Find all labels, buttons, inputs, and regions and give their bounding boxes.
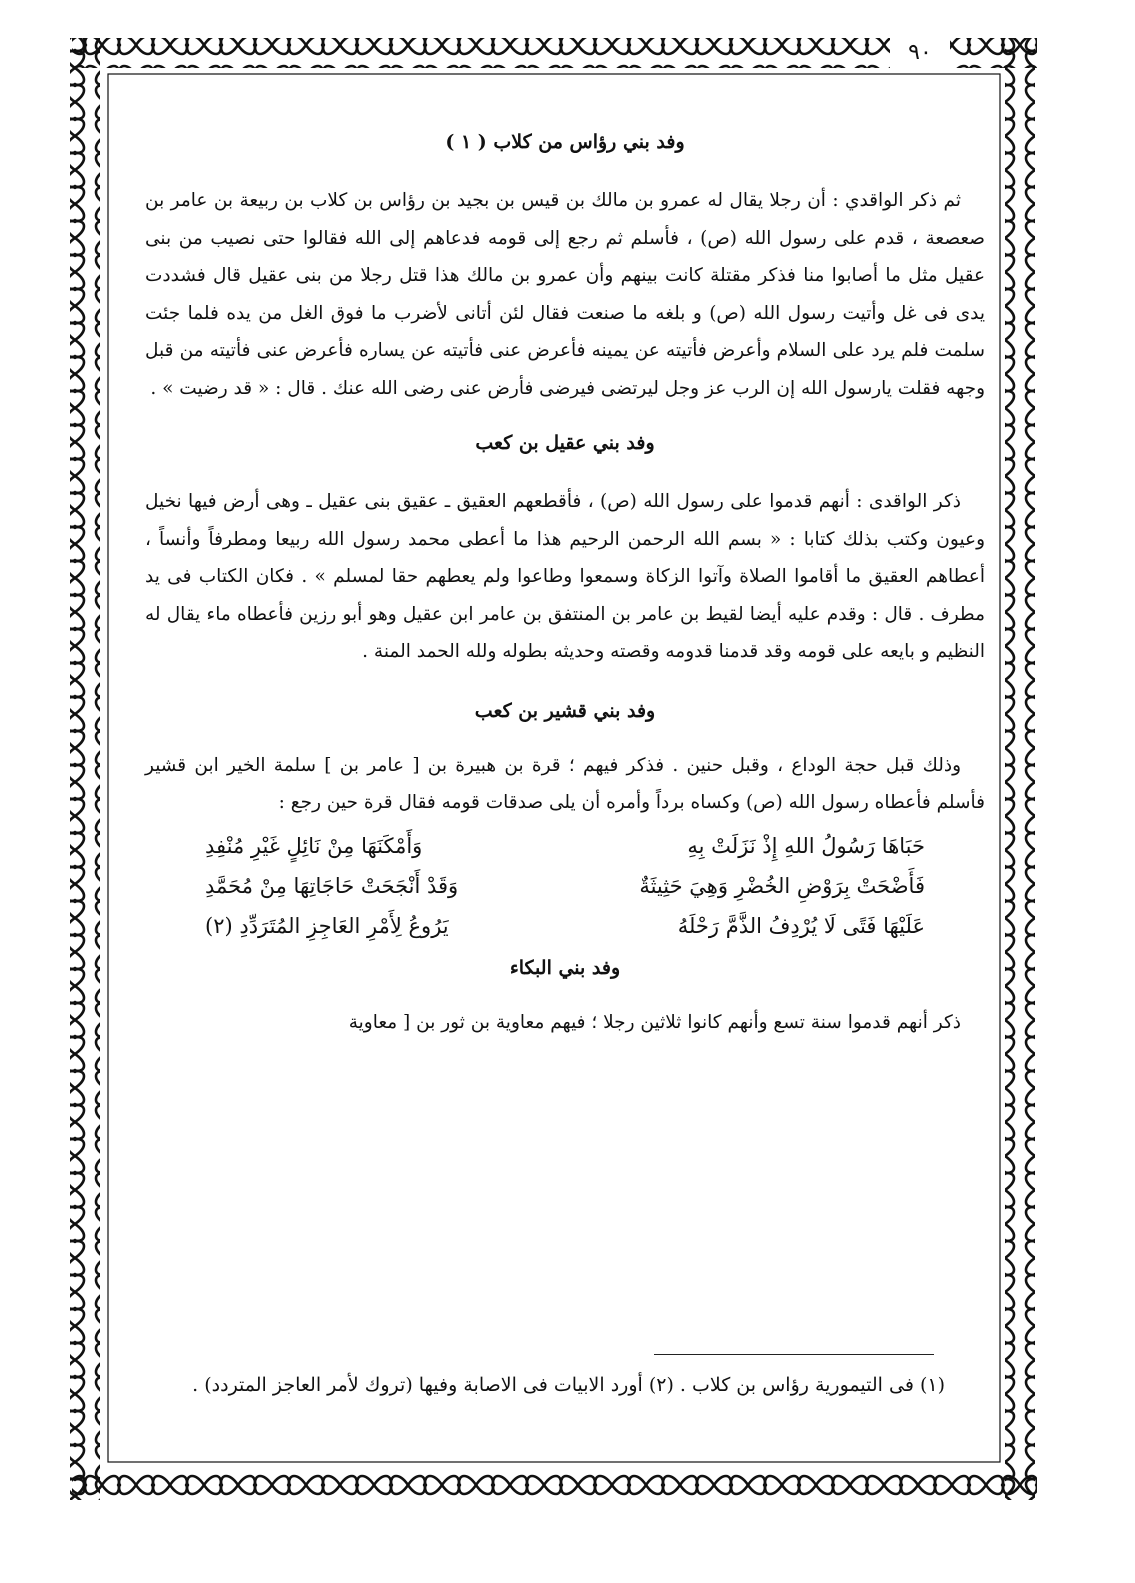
section-paragraph: ثم ذكر الواقدي : أن رجلا يقال له عمرو بن مالك بن قيس بن بجيد بن رؤاس بن كلاب بن ربيعة بن عامر بن صعصعة ، قدم على رسول الله (ص) ، فأسلم ثم رجع إلى قومه فدعاهم إلى الله فقالوا حتى نصيب من بنى عقيل مثل ما أصابوا منا فذكر مقتلة كانت بينهم وأن عمرو بن مالك هذا قتل رجلا من بنى عقيل قال فشددت يدى فى غل وأتيت رسول الله (ص) و بلغه ما صنعت فقال لئن أتانى لأضرب ما فوق الغل من يده فلما جئت سلمت فلم يرد على السلام وأعرض فأتيته عن يمينه فأعرض عنى فأتيته عن يساره فأعرض عنى فأتيته من قبل وجهه فقلت يارسول الله إن الرب عز وجل ليرتضى فيرضى فأرض عنى رضى الله عنك . قال : « قد رضيت » . bbox=[145, 190, 985, 399]
section-paragraph: ذكر الواقدى : أنهم قدموا على رسول الله (ص) ، فأقطعهم العقيق ـ عقيق بنى عقيل ـ وهى أرض فيها نخيل وعيون وكتب بذلك كتابا : « بسم الله الرحمن الرحيم هذا ما أعطى محمد رسول الله ربيعا ومطرفاً وأنساً ، أعطاهم العقيق ما أقاموا الصلاة وآتوا الزكاة وسمعوا وطاعوا ولم يعطهم حقا لمسلم » . فكان الكتاب فى يد مطرف . قال : وقدم عليه أيضا لقيط بن عامر بن المنتفق بن عامر ابن عقيل وهو أبو رزين فأعطاه ماء يقال له النظيم و بايعه على قومه وقد قدمنا قدومه وقصته وحديثه بطوله ولله الحمد المنة . bbox=[145, 491, 985, 662]
verse-second-hemistich: وَأَمْكَنَهَا مِنْ نَائِلٍ غَيْرِ مُنْفِدِ bbox=[205, 833, 423, 858]
verse-first-hemistich: حَبَاهَا رَسُولُ اللهِ إِذْ نَزَلَتْ بِهِ bbox=[687, 833, 925, 858]
footnote-divider bbox=[654, 1354, 934, 1355]
verse-second-hemistich: يَرُوعُ لِأَمْرِ العَاجِزِ المُتَرَدِّدِ (٢) bbox=[205, 913, 449, 938]
poem-verse bbox=[145, 866, 985, 906]
poem bbox=[145, 826, 985, 946]
verse-first-hemistich: فَأَضْحَتْ بِرَوْضِ الخُضْرِ وَهِيَ حَثِيثَةٌ bbox=[639, 873, 925, 898]
section-paragraph: وذلك قبل حجة الوداع ، وقبل حنين . فذكر فيهم ؛ قرة بن هبيرة بن [ عامر بن ] سلمة الخير ابن قشير فأسلم فأعطاه رسول الله (ص) وكساه برداً وأمره أن يلى صدقات قومه فقال قرة حين رجع : bbox=[145, 754, 985, 813]
footnote: (١) فى التيمورية رؤاس بن كلاب . (٢) أورد الابيات فى الاصابة وفيها (تروك لأمر العاجز المتردد) . bbox=[192, 1374, 945, 1396]
page-content bbox=[145, 120, 985, 1440]
section-title: وفد بني عقيل بن كعب bbox=[475, 432, 655, 454]
section-title: وفد بني رؤاس من كلاب ( ١ ) bbox=[445, 131, 685, 153]
poem-verse bbox=[145, 906, 985, 946]
section-title: وفد بني قشير بن كعب bbox=[474, 699, 656, 722]
page-number: ٩٠ bbox=[890, 36, 950, 70]
section-paragraph: ذكر أنهم قدموا سنة تسع وأنهم كانوا ثلاثين رجلا ؛ فيهم معاوية بن ثور بن [ معاوية bbox=[348, 1011, 961, 1033]
poem-verse bbox=[145, 826, 985, 866]
verse-first-hemistich: عَلَيْهَا فَتًى لَا يُرْدِفُ الذَّمَّ رَحْلَهُ bbox=[677, 913, 925, 938]
verse-second-hemistich: وَقَدْ أَنْجَحَتْ حَاجَاتِهَا مِنْ مُحَمَّدِ bbox=[205, 873, 459, 898]
section-title: وفد بني البكاء bbox=[509, 956, 621, 979]
